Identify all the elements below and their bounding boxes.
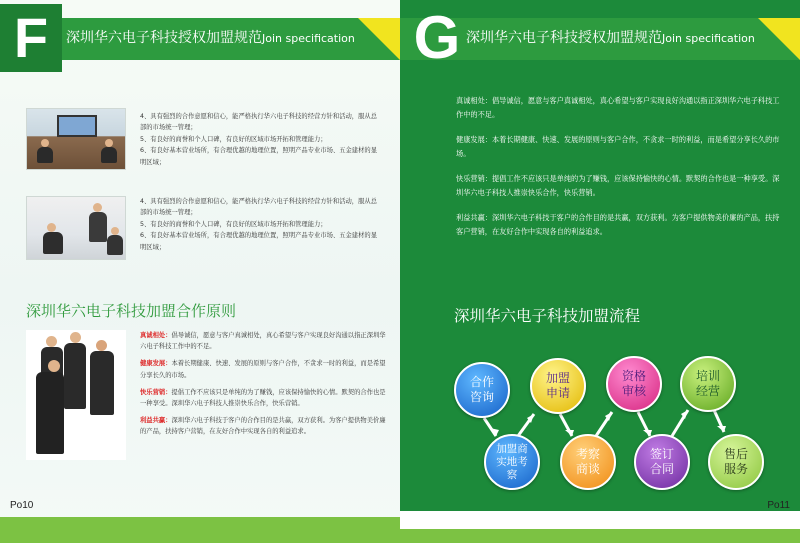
person-head bbox=[105, 139, 113, 147]
left-header-title bbox=[66, 27, 355, 47]
step-training bbox=[680, 356, 736, 412]
section-letter-f: F bbox=[0, 4, 62, 72]
step-label: 合作 咨询 bbox=[469, 375, 494, 404]
step-label: 考察 商谈 bbox=[575, 447, 600, 476]
office-team-photo bbox=[26, 196, 126, 260]
step-consultation bbox=[454, 362, 510, 418]
person-figure bbox=[64, 343, 86, 409]
principle-text: 倡导诚信，愿意与客户真诚相处，真心希望与客户实现良好沟通以指正深圳华六电子科技工作中的不足。 bbox=[140, 332, 386, 351]
requirement-item: 5、有良好的商誉和个人口碑，有良好的区域市场开拓和管理能力； bbox=[140, 220, 327, 228]
step-application bbox=[530, 358, 586, 414]
requirements-block-2 bbox=[140, 196, 380, 253]
principle-text: 本着长期健康、快速、发展的原则与客户合作，不贪求一时的利益，而是希望分享长久的市场。 bbox=[456, 135, 780, 158]
principle-key: 健康发展： bbox=[140, 360, 172, 368]
step-label: 签订 合同 bbox=[649, 447, 674, 476]
person-head bbox=[111, 227, 119, 235]
page-number-right: Po11 bbox=[767, 500, 790, 511]
principle-text: 提倡工作不应该只是单纯的为了赚钱，应该保持愉快的心情。默契的合作也是一种享受。深圳华六电子科技人推崇快乐合作，快乐营销。 bbox=[456, 174, 780, 197]
right-header-title bbox=[466, 27, 755, 47]
principle-key: 健康发展： bbox=[456, 135, 492, 144]
step-qualification-review bbox=[606, 356, 662, 412]
principle-key: 真诚相处： bbox=[456, 96, 492, 105]
person-head bbox=[48, 360, 60, 372]
person-head bbox=[46, 336, 57, 347]
step-site-inspection bbox=[484, 434, 540, 490]
person-figure bbox=[107, 235, 123, 255]
step-negotiation bbox=[560, 434, 616, 490]
step-after-sales bbox=[708, 434, 764, 490]
principle-text: 本着长期健康、快速、发展的原则与客户合作，不贪求一时的利益，而是希望分享长久的市场。 bbox=[140, 360, 386, 379]
right-title-zh: 深圳华六电子科技授权加盟规范 bbox=[466, 30, 662, 46]
right-title-en: Join specification bbox=[662, 32, 755, 45]
principle-key: 利益共赢： bbox=[456, 213, 492, 222]
requirement-item: 6、有良好基本营业场所，有合理优越的地理位置，照明产品专业市场、五金建材的显明区域； bbox=[140, 147, 377, 166]
principle-item bbox=[140, 387, 390, 409]
person-head bbox=[41, 139, 49, 147]
person-figure bbox=[37, 147, 53, 163]
right-footer-bar bbox=[400, 529, 800, 543]
person-head bbox=[70, 332, 81, 343]
person-head bbox=[93, 203, 102, 212]
right-page bbox=[400, 0, 800, 543]
person-figure bbox=[89, 212, 107, 242]
person-figure bbox=[101, 147, 117, 163]
person-figure bbox=[36, 372, 64, 454]
principle-item bbox=[140, 415, 390, 437]
step-sign-contract bbox=[634, 434, 690, 490]
principles-list-left bbox=[140, 330, 390, 444]
join-process-title: 深圳华六电子科技加盟流程 bbox=[454, 307, 641, 325]
meeting-photo bbox=[26, 108, 126, 170]
step-label: 资格 审核 bbox=[621, 369, 646, 398]
header-corner-triangle bbox=[358, 18, 400, 60]
requirement-item: 4、具有强烈的合作意愿和信心，能严格执行华六电子科技的经营方针和活动，服从总部的市场统一管理； bbox=[140, 113, 377, 132]
principle-item bbox=[140, 358, 390, 380]
page-number-left: Po10 bbox=[10, 500, 34, 511]
left-title-en: Join specification bbox=[262, 32, 355, 45]
requirement-item: 4、具有强烈的合作意愿和信心，能严格执行华六电子科技的经营方针和活动，服从总部的市场统一管理； bbox=[140, 198, 377, 217]
section-letter-g: G bbox=[413, 4, 461, 71]
person-head bbox=[47, 223, 56, 232]
principle-key: 快乐营销： bbox=[140, 388, 172, 396]
left-footer-bar bbox=[0, 517, 400, 543]
requirement-item: 5、有良好的商誉和个人口碑，有良好的区域市场开拓和管理能力； bbox=[140, 135, 327, 143]
presentation-screen bbox=[57, 115, 97, 137]
step-label: 售后 服务 bbox=[723, 447, 748, 476]
principle-key: 快乐营销： bbox=[456, 174, 492, 183]
right-footer-white-band bbox=[400, 511, 800, 529]
principle-key: 利益共赢： bbox=[140, 417, 172, 425]
left-title-zh: 深圳华六电子科技授权加盟规范 bbox=[66, 30, 262, 46]
handshake-photo bbox=[26, 330, 126, 460]
person-figure bbox=[43, 232, 63, 254]
principle-item bbox=[140, 330, 390, 352]
principle-key: 真诚相处： bbox=[140, 332, 172, 339]
person-figure bbox=[90, 351, 114, 415]
step-label: 加盟 申请 bbox=[545, 371, 570, 400]
principle-text: 深圳华六电子科技于客户的合作目的是共赢，双方获利。为客户提供物美价廉的产品，扶持客户营销，在友好合作中实现各自的利益追求。 bbox=[140, 417, 386, 436]
principle-text: 深圳华六电子科技于客户的合作目的是共赢，双方获利。为客户提供物美价廉的产品，扶持客户营销，在友好合作中实现各自的利益追求。 bbox=[456, 213, 780, 236]
step-label: 加盟商 实地考 察 bbox=[496, 442, 528, 481]
person-head bbox=[96, 340, 107, 351]
cooperation-principles-title: 深圳华六电子科技加盟合作原则 bbox=[26, 302, 237, 320]
requirement-item: 6、有良好基本营业场所，有合理优越的地理位置，照明产品专业市场、五金建材的显明区域； bbox=[140, 232, 377, 251]
principle-text: 倡导诚信，愿意与客户真诚相处，真心希望与客户实现良好沟通以指正深圳华六电子科技工作中的不足。 bbox=[456, 96, 780, 119]
step-label: 培训 经营 bbox=[695, 369, 720, 398]
principle-text: 提倡工作不应该只是单纯的为了赚钱，应该保持愉快的心情。默契的合作也是一种享受。深圳华六电子科技人推崇快乐合作，快乐营销。 bbox=[140, 388, 386, 408]
requirements-block-1 bbox=[140, 111, 380, 168]
